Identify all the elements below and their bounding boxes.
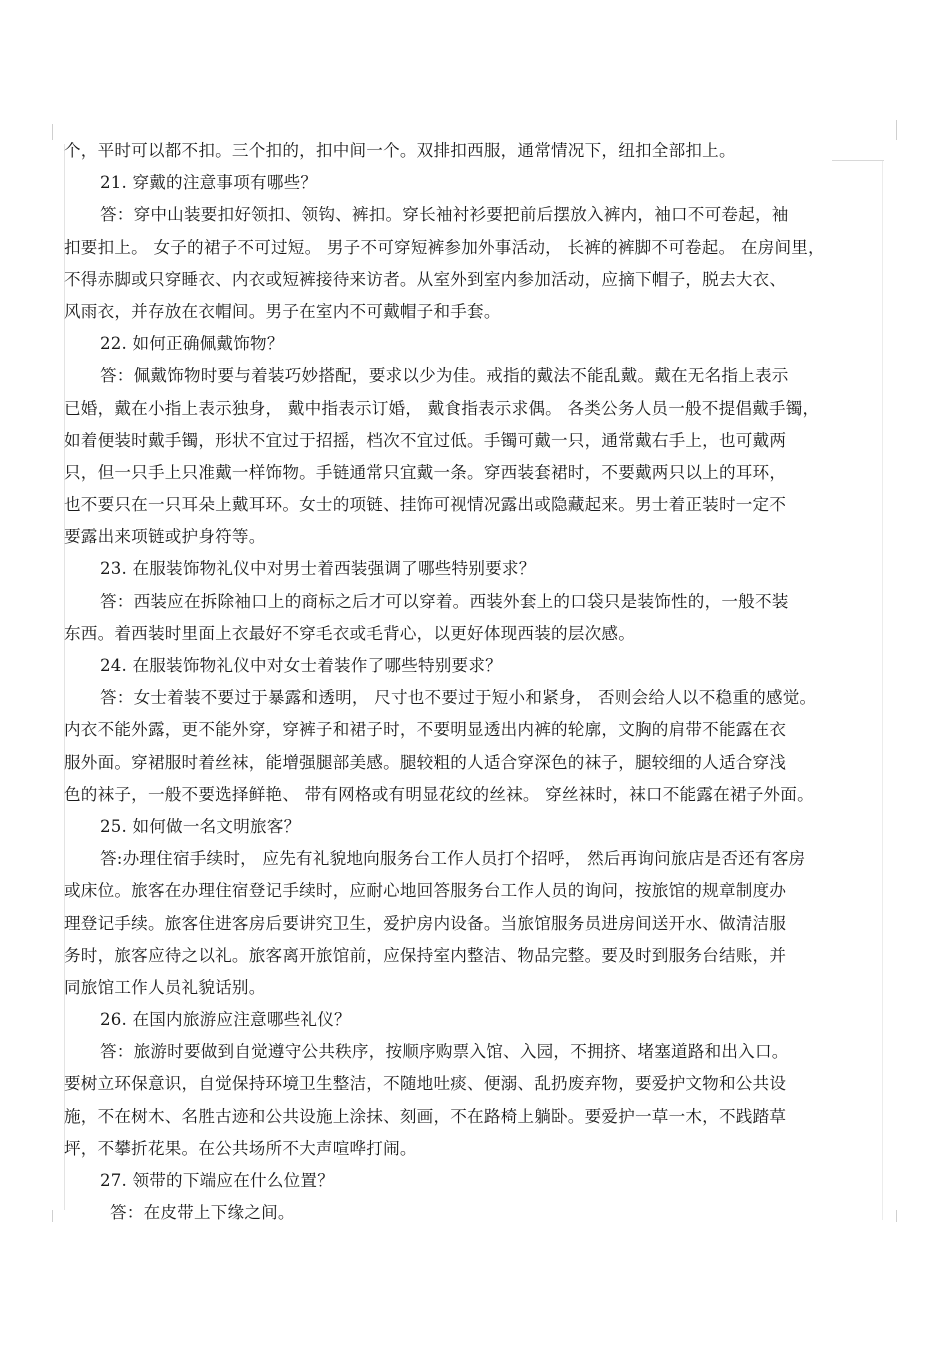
text-line: 只，但一只手上只准戴一样饰物。手链通常只宜戴一条。穿西装套裙时，不要戴两只以上的耳环， (64, 462, 787, 482)
question-heading: 24. 在服装饰物礼仪中对女士着装作了哪些特别要求？ (100, 656, 502, 675)
text-line: 个，平时可以都不扣。三个扣的，扣中间一个。双排扣西服，通常情况下，纽扣全部扣上。 (64, 141, 736, 160)
text-line: 服外面。穿裙服时着丝袜，能增强腿部美感。腿较粗的人适合穿深色的袜子，腿较细的人适合穿浅 (64, 752, 787, 772)
question-heading: 27. 领带的下端应在什么位置？ (100, 1171, 334, 1190)
answer-line: 答：佩戴饰物时要与着装巧妙搭配，要求以少为佳。戒指的戴法不能乱戴。戴在无名指上表示 (100, 366, 789, 386)
question-heading: 25. 如何做一名文明旅客？ (100, 816, 301, 836)
answer-line: 答：女士着装不要过于暴露和透明， 尺寸也不要过于短小和紧身， 否则会给人以不稳重的感觉。 (100, 688, 817, 708)
text-line: 同旅馆工作人员礼貌话别。 (64, 977, 266, 997)
text-line: 风雨衣，并存放在衣帽间。男子在室内不可戴帽子和手套。 (64, 301, 501, 321)
text-line: 已婚，戴在小指上表示独身， 戴中指表示订婚， 戴食指表示求偶。 各类公务人员一般不提倡戴手镯， (64, 398, 820, 418)
frame-rule (52, 1210, 53, 1222)
question-heading: 26. 在国内旅游应注意哪些礼仪？ (100, 1010, 351, 1030)
text-line: 要露出来项链或护身符等。 (64, 527, 266, 547)
text-line: 不得赤脚或只穿睡衣、内衣或短裤接待来访者。从室外到室内参加活动，应摘下帽子，脱去大衣、 (64, 269, 787, 289)
question-heading: 21. 穿戴的注意事项有哪些？ (100, 173, 318, 193)
text-line: 施，不在树木、名胜古迹和公共设施上涂抹、刻画，不在路椅上躺卧。要爱护一草一木，不践踏草 (64, 1106, 787, 1126)
question-heading: 23. 在服装饰物礼仪中对男士着西装强调了哪些特别要求？ (100, 559, 536, 579)
answer-line: 答：旅游时要做到自觉遵守公共秩序，按顺序购票入馆、入园，不拥挤、堵塞道路和出入口。 (100, 1042, 789, 1062)
answer-line: 答:办理住宿手续时， 应先有礼貌地向服务台工作人员打个招呼， 然后再询问旅店是否还有客房 (100, 849, 806, 869)
frame-rule (896, 1210, 897, 1222)
text-line: 色的袜子，一般不要选择鲜艳、 带有网格或有明显花纹的丝袜。 穿丝袜时，袜口不能露在裙子外面。 (64, 784, 814, 804)
text-line: 东西。着西装时里面上衣最好不穿毛衣或毛背心，以更好体现西装的层次感。 (64, 623, 635, 643)
answer-line: 答：西装应在拆除袖口上的商标之后才可以穿着。西装外套上的口袋只是装饰性的，一般不装 (100, 591, 789, 611)
text-line: 坪，不攀折花果。在公共场所不大声喧哗打闹。 (64, 1138, 417, 1158)
text-line: 如着便装时戴手镯，形状不宜过于招摇，档次不宜过低。手镯可戴一只，通常戴右手上，也可戴两 (64, 430, 787, 450)
text-line: 扣要扣上。 女子的裙子不可过短。 男子不可穿短裤参加外事活动， 长裤的裤脚不可卷起。 在房间里， (64, 237, 825, 257)
text-line: 内衣不能外露，更不能外穿，穿裤子和裙子时，不要明显透出内裤的轮廓，文胸的肩带不能露在衣 (64, 720, 787, 740)
text-line: 也不要只在一只耳朵上戴耳环。女士的项链、挂饰可视情况露出或隐藏起来。男士着正装时一定不 (64, 495, 787, 515)
text-line: 要树立环保意识，自觉保持环境卫生整洁，不随地吐痰、便溺、乱扔废弃物，要爱护文物和公共设 (64, 1074, 787, 1094)
document-body (64, 135, 889, 1229)
question-heading: 22. 如何正确佩戴饰物？ (100, 334, 284, 354)
answer-line: 答：穿中山装要扣好领扣、领钩、裤扣。穿长袖衬衫要把前后摆放入裤内，袖口不可卷起，袖 (100, 205, 789, 225)
text-line: 务时，旅客应待之以礼。旅客离开旅馆前，应保持室内整洁、物品完整。要及时到服务台结账，并 (64, 945, 787, 965)
frame-rule (52, 124, 53, 140)
frame-rule (896, 120, 897, 140)
answer-line: 答：在皮带上下缘之间。 (110, 1203, 295, 1223)
text-line: 或床位。旅客在办理住宿登记手续时，应耐心地回答服务台工作人员的询问，按旅馆的规章制度办 (64, 881, 787, 901)
text-line: 理登记手续。旅客住进客房后要讲究卫生，爱护房内设备。当旅馆服务员进房间送开水、做清洁服 (64, 913, 787, 933)
